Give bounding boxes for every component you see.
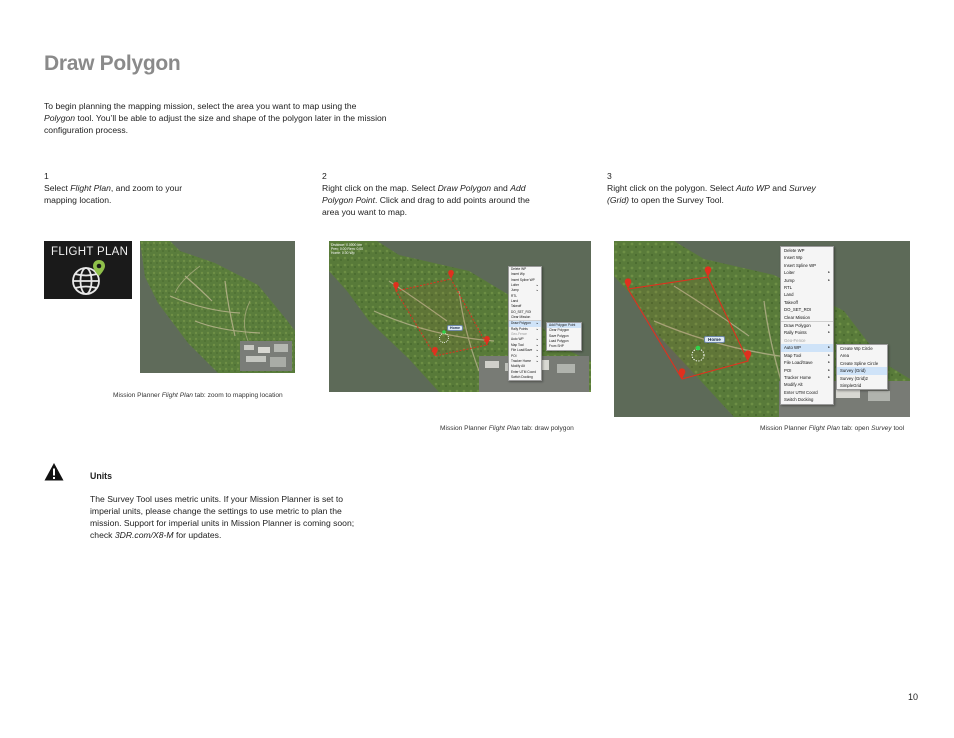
step-text: , and zoom to your mapping location. (44, 183, 183, 205)
menu-item[interactable] (509, 315, 541, 320)
menu-item-label: Create Wp Circle (840, 346, 873, 351)
menu-item-label: Takeoff (511, 304, 522, 309)
menu-item-label: Enter UTM Coord (511, 369, 536, 374)
menu-item[interactable] (781, 284, 833, 291)
submenu-arrow-icon: ▸ (828, 367, 830, 372)
menu-item-label: Switch Docking (511, 374, 533, 379)
submenu-arrow-icon: ▸ (828, 330, 830, 335)
menu-item-label: Auto WP (784, 345, 801, 351)
menu-item-label: Delete WP (511, 267, 527, 271)
units-heading: Units (90, 471, 112, 481)
menu-item[interactable] (781, 389, 833, 396)
menu-item[interactable] (781, 291, 833, 298)
menu-item-label: Clear Mission (784, 314, 811, 320)
menu-item-label: File Load/Save (784, 360, 813, 366)
globe-icon (44, 241, 132, 299)
menu-item-label: Modify Alt (784, 382, 803, 388)
menu-item-label: Draw Polygon (784, 323, 811, 329)
menu-item-label: POI (784, 367, 792, 373)
menu-item[interactable] (781, 352, 833, 359)
step-text: to open the Survey Tool. (628, 195, 724, 205)
menu-item[interactable] (837, 345, 887, 352)
menu-item-label: Rally Points (511, 326, 528, 331)
menu-item-label: Geo-Fence (784, 337, 806, 343)
menu-item-label: Switch Docking (784, 397, 814, 403)
menu-item-label: Clear Mission (511, 315, 531, 320)
menu-item-label: SimpleGrid (840, 383, 862, 389)
menu-item[interactable] (781, 277, 833, 284)
menu-item-label: Map Tool (511, 342, 524, 347)
menu-item[interactable] (547, 344, 581, 349)
step-1 (44, 170, 214, 206)
flight-plan-label: FLIGHT PLAN (51, 246, 129, 258)
units-text: The Survey Tool uses metric units. If your Mission Planner is set to imperial units, please change the settings to use metric to plan the mission. Support for imperial units in Mission Planner is coming soon; check (90, 494, 355, 540)
menu-item[interactable] (837, 352, 887, 359)
menu-item[interactable] (781, 262, 833, 269)
menu-item-label: Insert Spline WP (784, 262, 817, 268)
polygon-point-marker (393, 282, 399, 291)
caption-text: Mission Planner (113, 392, 162, 399)
menu-item-label: Insert Wp (511, 272, 525, 277)
step-text: Right click on the polygon. Select (607, 183, 736, 193)
menu-item[interactable] (781, 247, 833, 254)
menu-item[interactable] (781, 344, 833, 351)
caption-text: Mission Planner (760, 425, 809, 432)
home-label: Home (447, 325, 463, 331)
map-info-line: Distance: 0.0000 km (331, 243, 362, 247)
map-info-line: Home: 0.00 Wp (331, 251, 355, 255)
step-emphasis: Add Polygon Point (322, 183, 526, 205)
step-emphasis: Draw Polygon (437, 183, 492, 193)
step-emphasis: Flight Plan (70, 183, 111, 193)
submenu-arrow-icon: ▸ (828, 374, 830, 379)
menu-item[interactable] (781, 254, 833, 261)
polygon-point-marker (448, 270, 454, 279)
survey-polygon (396, 279, 487, 356)
caption-emphasis: Flight Plan (488, 425, 520, 432)
context-menu (780, 246, 834, 405)
satellite-map (140, 241, 295, 373)
polygon-overlay (614, 241, 910, 417)
menu-item-label: RTL (511, 293, 517, 298)
units-text-end: for updates. (173, 530, 222, 540)
menu-item-label: Insert Wp (784, 255, 803, 261)
step-number: 3 (607, 171, 612, 181)
menu-item-label: Tracker Home (784, 374, 812, 380)
menu-item[interactable] (781, 381, 833, 388)
menu-item-label: Modify Alt (511, 364, 525, 369)
intro-emphasis: Polygon (44, 113, 76, 123)
draw-polygon-submenu (546, 322, 582, 351)
submenu-arrow-icon: ▸ (828, 345, 830, 350)
menu-item[interactable] (781, 367, 833, 374)
intro-text-end: tool. You’ll be able to adjust the size and shape of the polygon later in the mission configuration process. (44, 113, 387, 135)
menu-item-label: Add Polygon Point (549, 323, 576, 327)
step-3 (607, 170, 827, 206)
menu-item-label: Tracker Home (511, 358, 532, 363)
menu-item-label: Save Polygon (549, 333, 569, 338)
caption-1 (113, 392, 283, 399)
context-menu (508, 266, 542, 381)
step-text: Select (44, 183, 71, 193)
caption-2 (440, 425, 574, 432)
intro-paragraph (44, 100, 389, 136)
menu-item-label: Jump (511, 288, 519, 293)
menu-item[interactable] (781, 306, 833, 313)
menu-item-label: Load Polygon (549, 339, 569, 344)
submenu-arrow-icon: ▸ (828, 360, 830, 365)
step-text: . Click and drag to add points around the area you want to map. (322, 195, 530, 217)
map-screenshot-survey-tool (614, 241, 910, 417)
menu-item-label: Land (784, 292, 794, 298)
submenu-arrow-icon: ▸ (828, 352, 830, 357)
menu-item[interactable] (837, 367, 887, 374)
polygon-point-marker (625, 278, 632, 289)
menu-item-label: Clear Polygon (549, 328, 570, 333)
step-emphasis: Auto WP (735, 183, 770, 193)
menu-item-label: Takeoff (784, 299, 798, 305)
menu-item-label: Create Spline Circle (840, 360, 879, 366)
home-dot (696, 346, 701, 351)
menu-item-label: File Load/Save (511, 348, 533, 353)
units-paragraph (90, 493, 355, 541)
flight-plan-badge (44, 241, 132, 299)
submenu-arrow-icon: ▸ (536, 343, 538, 347)
menu-item-label: Draw Polygon (511, 321, 531, 326)
menu-item-label: Area (840, 353, 850, 359)
menu-item-label: Auto WP (511, 337, 524, 342)
menu-item[interactable] (781, 329, 833, 336)
menu-item[interactable] (781, 299, 833, 306)
home-label: Home (704, 336, 725, 343)
caption-text: Mission Planner (440, 425, 489, 432)
units-link-text: 3DR.com/X8-M (114, 530, 174, 540)
submenu-arrow-icon: ▸ (828, 277, 830, 282)
menu-item[interactable] (781, 314, 833, 321)
menu-item-label: Rally Points (784, 330, 807, 336)
menu-item-label: Loiter (784, 270, 795, 276)
menu-item[interactable] (781, 322, 833, 329)
submenu-arrow-icon: ▸ (536, 284, 538, 288)
menu-item[interactable] (837, 375, 887, 382)
caption-text: tab: zoom to mapping location (192, 392, 283, 399)
step-text: Right click on the map. Select (322, 183, 438, 193)
menu-item-label: Survey (Grid)2 (840, 375, 868, 381)
submenu-arrow-icon: ▸ (536, 322, 538, 326)
page-title: Draw Polygon (44, 52, 181, 75)
menu-item-label: Loiter (511, 283, 519, 288)
submenu-arrow-icon: ▸ (828, 270, 830, 275)
caption-text: tab: open (839, 425, 872, 432)
menu-item[interactable] (509, 375, 541, 380)
submenu-arrow-icon: ▸ (536, 359, 538, 363)
submenu-arrow-icon: ▸ (536, 354, 538, 358)
submenu-arrow-icon: ▸ (536, 338, 538, 342)
intro-text: To begin planning the mapping mission, select the area you want to map using the (44, 101, 357, 111)
survey-polygon (628, 277, 748, 379)
menu-item-label: DO_SET_ROI (511, 309, 532, 314)
caption-emphasis: Survey (871, 425, 892, 432)
menu-item[interactable] (837, 360, 887, 367)
menu-item-label: Land (511, 299, 519, 304)
menu-item[interactable] (781, 337, 833, 344)
caption-3 (760, 425, 904, 432)
map-screenshot-draw-polygon (329, 241, 591, 392)
menu-item[interactable] (781, 359, 833, 366)
menu-item[interactable] (781, 374, 833, 381)
map-pin-icon (93, 260, 105, 276)
menu-item-label: RTL (784, 285, 793, 291)
menu-item-label: Enter UTM Coord (784, 389, 818, 395)
menu-item-label: DO_SET_ROI (784, 307, 812, 313)
auto-wp-submenu (836, 344, 888, 390)
menu-item-label: Insert Spline WP (511, 277, 535, 282)
submenu-arrow-icon: ▸ (536, 327, 538, 331)
caption-emphasis: Flight Plan (161, 392, 193, 399)
menu-item-label: Survey (Grid) (840, 368, 866, 374)
caption-text: tab: draw polygon (519, 425, 574, 432)
caption-emphasis: Flight Plan (808, 425, 840, 432)
menu-item[interactable] (837, 382, 887, 389)
menu-item[interactable] (781, 396, 833, 403)
step-text: and (769, 183, 790, 193)
step-number: 2 (322, 171, 327, 181)
menu-item-label: POI (511, 353, 517, 358)
menu-item-label: Map Tool (784, 352, 802, 358)
step-number: 1 (44, 171, 49, 181)
polygon-overlay (329, 241, 591, 392)
submenu-arrow-icon: ▸ (828, 323, 830, 328)
page-number: 10 (908, 692, 919, 702)
submenu-arrow-icon: ▸ (536, 289, 538, 293)
step-2 (322, 170, 532, 218)
menu-item-label: Geo-Fence (511, 332, 527, 337)
caption-text: tool (891, 425, 905, 432)
menu-item-label: Jump (784, 277, 795, 283)
polygon-point-marker (705, 266, 712, 277)
warning-icon (44, 462, 64, 482)
menu-item-label: From SHP (549, 344, 564, 349)
menu-item[interactable] (781, 269, 833, 276)
step-emphasis: Survey (Grid) (607, 183, 816, 205)
menu-item-label: Delete WP (784, 248, 805, 253)
map-screenshot-zoom (140, 241, 295, 373)
map-info-line: Prev: 0.00 Rem: 0.00 (331, 247, 364, 251)
home-dot (442, 330, 446, 334)
step-text: and (491, 183, 511, 193)
submenu-arrow-icon: ▸ (536, 349, 538, 353)
